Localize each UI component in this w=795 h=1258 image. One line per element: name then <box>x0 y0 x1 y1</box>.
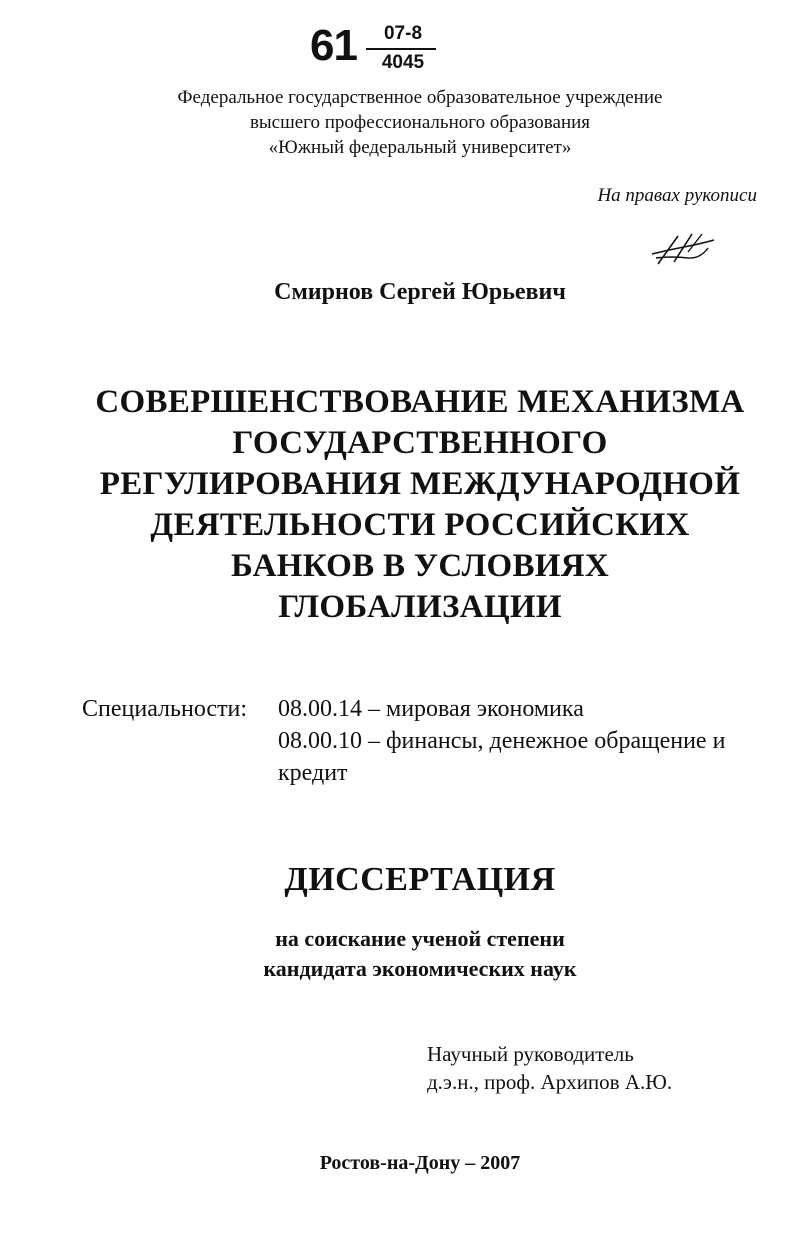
place-year: Ростов-на-Дону – 2007 <box>319 1152 521 1174</box>
supervisor-block <box>427 1040 672 1096</box>
title-line: ГОСУДАРСТВЕННОГО <box>232 425 608 461</box>
stamp-main-number: 61 <box>310 21 357 70</box>
stamp-denominator: 4045 <box>381 52 425 73</box>
supervisor-name: д.э.н., проф. Архипов А.Ю. <box>427 1070 673 1094</box>
degree-line: на соискание ученой степени <box>275 926 565 951</box>
title-line: РЕГУЛИРОВАНИЯ МЕЖДУНАРОДНОЙ <box>99 466 741 502</box>
specialty-item: 08.00.14 – мировая экономика <box>278 696 584 722</box>
document-type: ДИССЕРТАЦИЯ <box>284 861 556 898</box>
degree-statement <box>0 924 795 984</box>
institution-header <box>100 85 740 160</box>
dissertation-title <box>40 382 795 628</box>
title-line: ГЛОБАЛИЗАЦИИ <box>278 589 562 625</box>
specialties-label: Специальности: <box>82 696 248 722</box>
stamp-numerator: 07-8 <box>383 23 423 44</box>
specialties-list <box>278 693 768 789</box>
institution-line: высшего профессионального образования <box>249 112 591 133</box>
author-name: Смирнов Сергей Юрьевич <box>274 279 566 305</box>
degree-line: кандидата экономических наук <box>263 956 577 981</box>
title-line: СОВЕРШЕНСТВОВАНИЕ МЕХАНИЗМА <box>95 384 745 420</box>
supervisor-role: Научный руководитель <box>427 1042 634 1066</box>
title-line: ДЕЯТЕЛЬНОСТИ РОССИЙСКИХ <box>150 507 690 543</box>
title-line: БАНКОВ В УСЛОВИЯХ <box>230 548 610 584</box>
manuscript-note: На правах рукописи <box>597 185 757 206</box>
specialty-item: 08.00.10 – финансы, денежное обращение и кредит <box>278 728 726 786</box>
handwritten-signature <box>648 228 718 268</box>
registration-stamp <box>310 22 440 74</box>
institution-name: «Южный федеральный университет» <box>268 137 572 158</box>
institution-line: Федеральное государственное образовательное учреждение <box>177 87 663 108</box>
stamp-fraction-line <box>366 48 436 50</box>
